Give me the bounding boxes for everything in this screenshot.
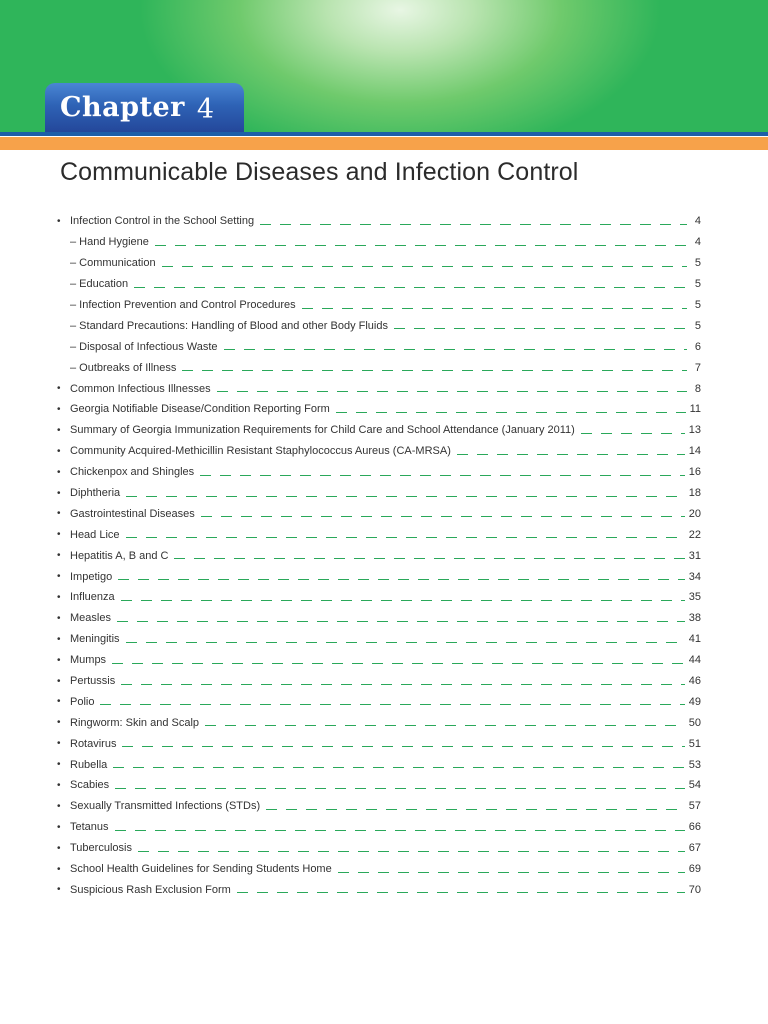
toc-entry-label: – Education [70, 278, 129, 291]
bullet-icon: • [57, 654, 61, 666]
toc-entry-label: Impetigo [70, 570, 113, 583]
toc-entry-page-number: 49 [688, 695, 701, 708]
orange-band [0, 137, 768, 150]
toc-entry-page-number: 46 [688, 675, 701, 688]
toc-entry-label: – Disposal of Infectious Waste [70, 340, 218, 353]
toc-entry[interactable] [57, 274, 701, 295]
toc-entry-label: Community Acquired-Methicillin Resistant Staphylococcus Aureus (CA-MRSA) [70, 445, 451, 458]
dash-leader [117, 621, 685, 622]
dash-leader [155, 245, 687, 246]
bullet-icon: • [57, 591, 61, 603]
dash-leader [394, 328, 687, 329]
bullet-icon: • [57, 779, 61, 791]
toc-entry-page-number: 4 [694, 215, 701, 228]
bullet-icon: • [57, 884, 61, 896]
toc-entry-label: School Health Guidelines for Sending Students Home [70, 863, 332, 876]
bullet-icon: • [57, 215, 61, 227]
dash-leader [217, 391, 687, 392]
toc-entry-page-number: 20 [688, 507, 701, 520]
bullet-icon: • [57, 508, 61, 520]
dash-leader [457, 454, 685, 455]
dash-leader [112, 663, 685, 664]
toc-entry[interactable] [57, 796, 701, 817]
toc-entry-page-number: 18 [688, 487, 701, 500]
toc-entry-page-number: 11 [689, 403, 701, 416]
dash-leader [338, 872, 685, 873]
bullet-icon: • [57, 529, 61, 541]
toc-entry[interactable] [57, 859, 701, 880]
toc-entry[interactable] [57, 733, 701, 754]
toc-entry[interactable] [57, 232, 701, 253]
bullet-icon: • [57, 550, 61, 562]
bullet-icon: • [57, 842, 61, 854]
dash-leader [121, 600, 685, 601]
banner-divider-line [0, 132, 768, 136]
toc-entry-label: Tuberculosis [70, 842, 132, 855]
toc-entry-label: Sexually Transmitted Infections (STDs) [70, 800, 261, 813]
toc-entry-page-number: 50 [688, 716, 701, 729]
toc-entry-page-number: 7 [694, 361, 701, 374]
toc-entry[interactable] [57, 253, 701, 274]
dash-leader [182, 370, 687, 371]
toc-entry-label: – Hand Hygiene [70, 236, 149, 249]
dash-leader [122, 746, 684, 747]
toc-entry[interactable] [57, 211, 701, 232]
chapter-number: 4 [196, 94, 215, 125]
toc-entry-page-number: 4 [694, 236, 701, 249]
toc-entry-label: Ringworm: Skin and Scalp [70, 716, 200, 729]
bullet-icon: • [57, 717, 61, 729]
bullet-icon: • [57, 633, 61, 645]
toc-entry[interactable] [57, 838, 701, 859]
toc-entry[interactable] [57, 399, 701, 420]
toc-entry-label: Suspicious Rash Exclusion Form [70, 883, 231, 896]
toc-entry[interactable] [57, 691, 701, 712]
toc-entry[interactable] [57, 483, 701, 504]
dash-leader [336, 412, 686, 413]
toc-entry[interactable] [57, 880, 701, 901]
chapter-tab [45, 83, 244, 132]
dash-leader [224, 349, 687, 350]
bullet-icon: • [57, 403, 61, 415]
toc-entry-page-number: 16 [688, 466, 701, 479]
toc-entry-page-number: 53 [688, 758, 701, 771]
dash-leader [237, 892, 685, 893]
dash-leader [174, 558, 684, 559]
page-title: Communicable Diseases and Infection Control [60, 158, 579, 186]
dash-leader [201, 516, 685, 517]
dash-leader [118, 579, 685, 580]
toc-entry-page-number: 14 [688, 445, 701, 458]
toc-entry-page-number: 22 [688, 528, 701, 541]
dash-leader [113, 767, 684, 768]
toc-entry-label: – Standard Precautions: Handling of Blood and other Body Fluids [70, 319, 388, 332]
toc-entry-label: Infection Control in the School Setting [70, 215, 255, 228]
toc-entry-page-number: 44 [688, 654, 701, 667]
toc-entry[interactable] [57, 608, 701, 629]
toc-entry-page-number: 51 [688, 737, 701, 750]
dash-leader [266, 809, 685, 810]
toc-entry-label: Polio [70, 695, 95, 708]
toc-entry-label: Tetanus [70, 821, 109, 834]
dash-leader [115, 788, 685, 789]
dash-leader [134, 287, 687, 288]
bullet-icon: • [57, 466, 61, 478]
bullet-icon: • [57, 487, 61, 499]
toc-entry-label: – Infection Prevention and Control Procedures [70, 299, 296, 311]
dash-leader [126, 496, 685, 497]
toc-entry-label: Rubella [70, 758, 108, 771]
toc-entry-label: Pertussis [70, 675, 116, 688]
bullet-icon: • [57, 424, 61, 436]
bullet-icon: • [57, 863, 61, 875]
bullet-icon: • [57, 821, 61, 833]
toc-entry[interactable] [57, 671, 701, 692]
dash-leader [260, 224, 687, 225]
toc-entry[interactable] [57, 566, 701, 587]
bullet-icon: • [57, 696, 61, 708]
toc-entry[interactable] [57, 587, 701, 608]
toc-entry-page-number: 38 [688, 612, 701, 625]
toc-entry-label: Summary of Georgia Immunization Requirements for Child Care and School Attendance (January 2011) [70, 424, 575, 437]
toc-entry-page-number: 70 [688, 883, 701, 896]
toc-entry-label: Rotavirus [70, 737, 117, 750]
dash-leader [302, 308, 687, 309]
toc-entry[interactable] [57, 357, 701, 378]
bullet-icon: • [57, 445, 61, 457]
toc-entry-label: Diphtheria [70, 487, 121, 500]
toc-entry-label: Scabies [70, 779, 110, 792]
dash-leader [581, 433, 685, 434]
toc-entry-page-number: 5 [694, 278, 701, 291]
toc-entry-label: Mumps [70, 654, 107, 667]
toc-entry[interactable] [57, 650, 701, 671]
toc-entry-label: Gastrointestinal Diseases [70, 507, 195, 520]
toc-entry-page-number: 31 [688, 549, 701, 562]
toc-entry-label: – Outbreaks of Illness [70, 361, 177, 374]
toc-entry-page-number: 5 [694, 319, 701, 332]
toc-entry-page-number: 5 [694, 257, 701, 270]
toc-entry[interactable] [57, 712, 701, 733]
bullet-icon: • [57, 612, 61, 624]
toc-entry-label: – Communication [70, 257, 156, 270]
toc-entry-label: Measles [70, 612, 111, 625]
bullet-icon: • [57, 571, 61, 583]
toc-entry-label: Georgia Notifiable Disease/Condition Reporting Form [70, 403, 330, 416]
dash-leader [200, 475, 685, 476]
toc-entry-page-number: 35 [688, 591, 701, 604]
bullet-icon: • [57, 675, 61, 687]
bullet-icon: • [57, 383, 61, 395]
toc-entry[interactable] [57, 775, 701, 796]
toc-entry-label: Meningitis [70, 633, 120, 646]
dash-leader [121, 684, 685, 685]
dash-leader [126, 642, 685, 643]
toc-entry-label: Common Infectious Illnesses [70, 382, 211, 395]
toc-entry-page-number: 34 [688, 570, 701, 583]
toc-entry[interactable] [57, 441, 701, 462]
toc-entry[interactable] [57, 629, 701, 650]
toc-entry-page-number: 41 [688, 633, 701, 646]
toc-entry[interactable] [57, 378, 701, 399]
toc-entry-page-number: 66 [688, 821, 701, 834]
chapter-word: Chapter [60, 92, 185, 123]
dash-leader [138, 851, 685, 852]
toc-entry[interactable] [57, 545, 701, 566]
toc-entry[interactable] [57, 420, 701, 441]
toc-entry[interactable] [57, 315, 701, 336]
toc-entry[interactable] [57, 754, 701, 775]
bullet-icon: • [57, 759, 61, 771]
toc-entry[interactable] [57, 503, 701, 524]
toc-entry[interactable] [57, 336, 701, 357]
toc-entry-label: Influenza [70, 591, 115, 604]
toc-entry[interactable] [57, 817, 701, 838]
toc-entry-page-number: 8 [694, 382, 701, 395]
toc-entry-page-number: 67 [688, 842, 701, 855]
bullet-icon: • [57, 738, 61, 750]
toc-entry-page-number: 57 [688, 800, 701, 813]
dash-leader [126, 537, 685, 538]
dash-leader [100, 704, 684, 705]
toc-entry[interactable] [57, 295, 701, 316]
toc-entry-page-number: 13 [688, 424, 701, 437]
toc-entry-page-number: 5 [694, 299, 701, 311]
toc-entry-page-number: 54 [688, 779, 701, 792]
dash-leader [115, 830, 685, 831]
toc-entry-page-number: 69 [688, 863, 701, 876]
bullet-icon: • [57, 800, 61, 812]
toc-entry[interactable] [57, 524, 701, 545]
toc-entry-label: Hepatitis A, B and C [70, 549, 169, 562]
toc-entry-page-number: 6 [694, 340, 701, 353]
dash-leader [205, 725, 685, 726]
toc-entry-label: Head Lice [70, 528, 120, 541]
toc-entry-label: Chickenpox and Shingles [70, 466, 195, 479]
toc-entry[interactable] [57, 462, 701, 483]
dash-leader [162, 266, 687, 267]
table-of-contents [57, 211, 701, 900]
